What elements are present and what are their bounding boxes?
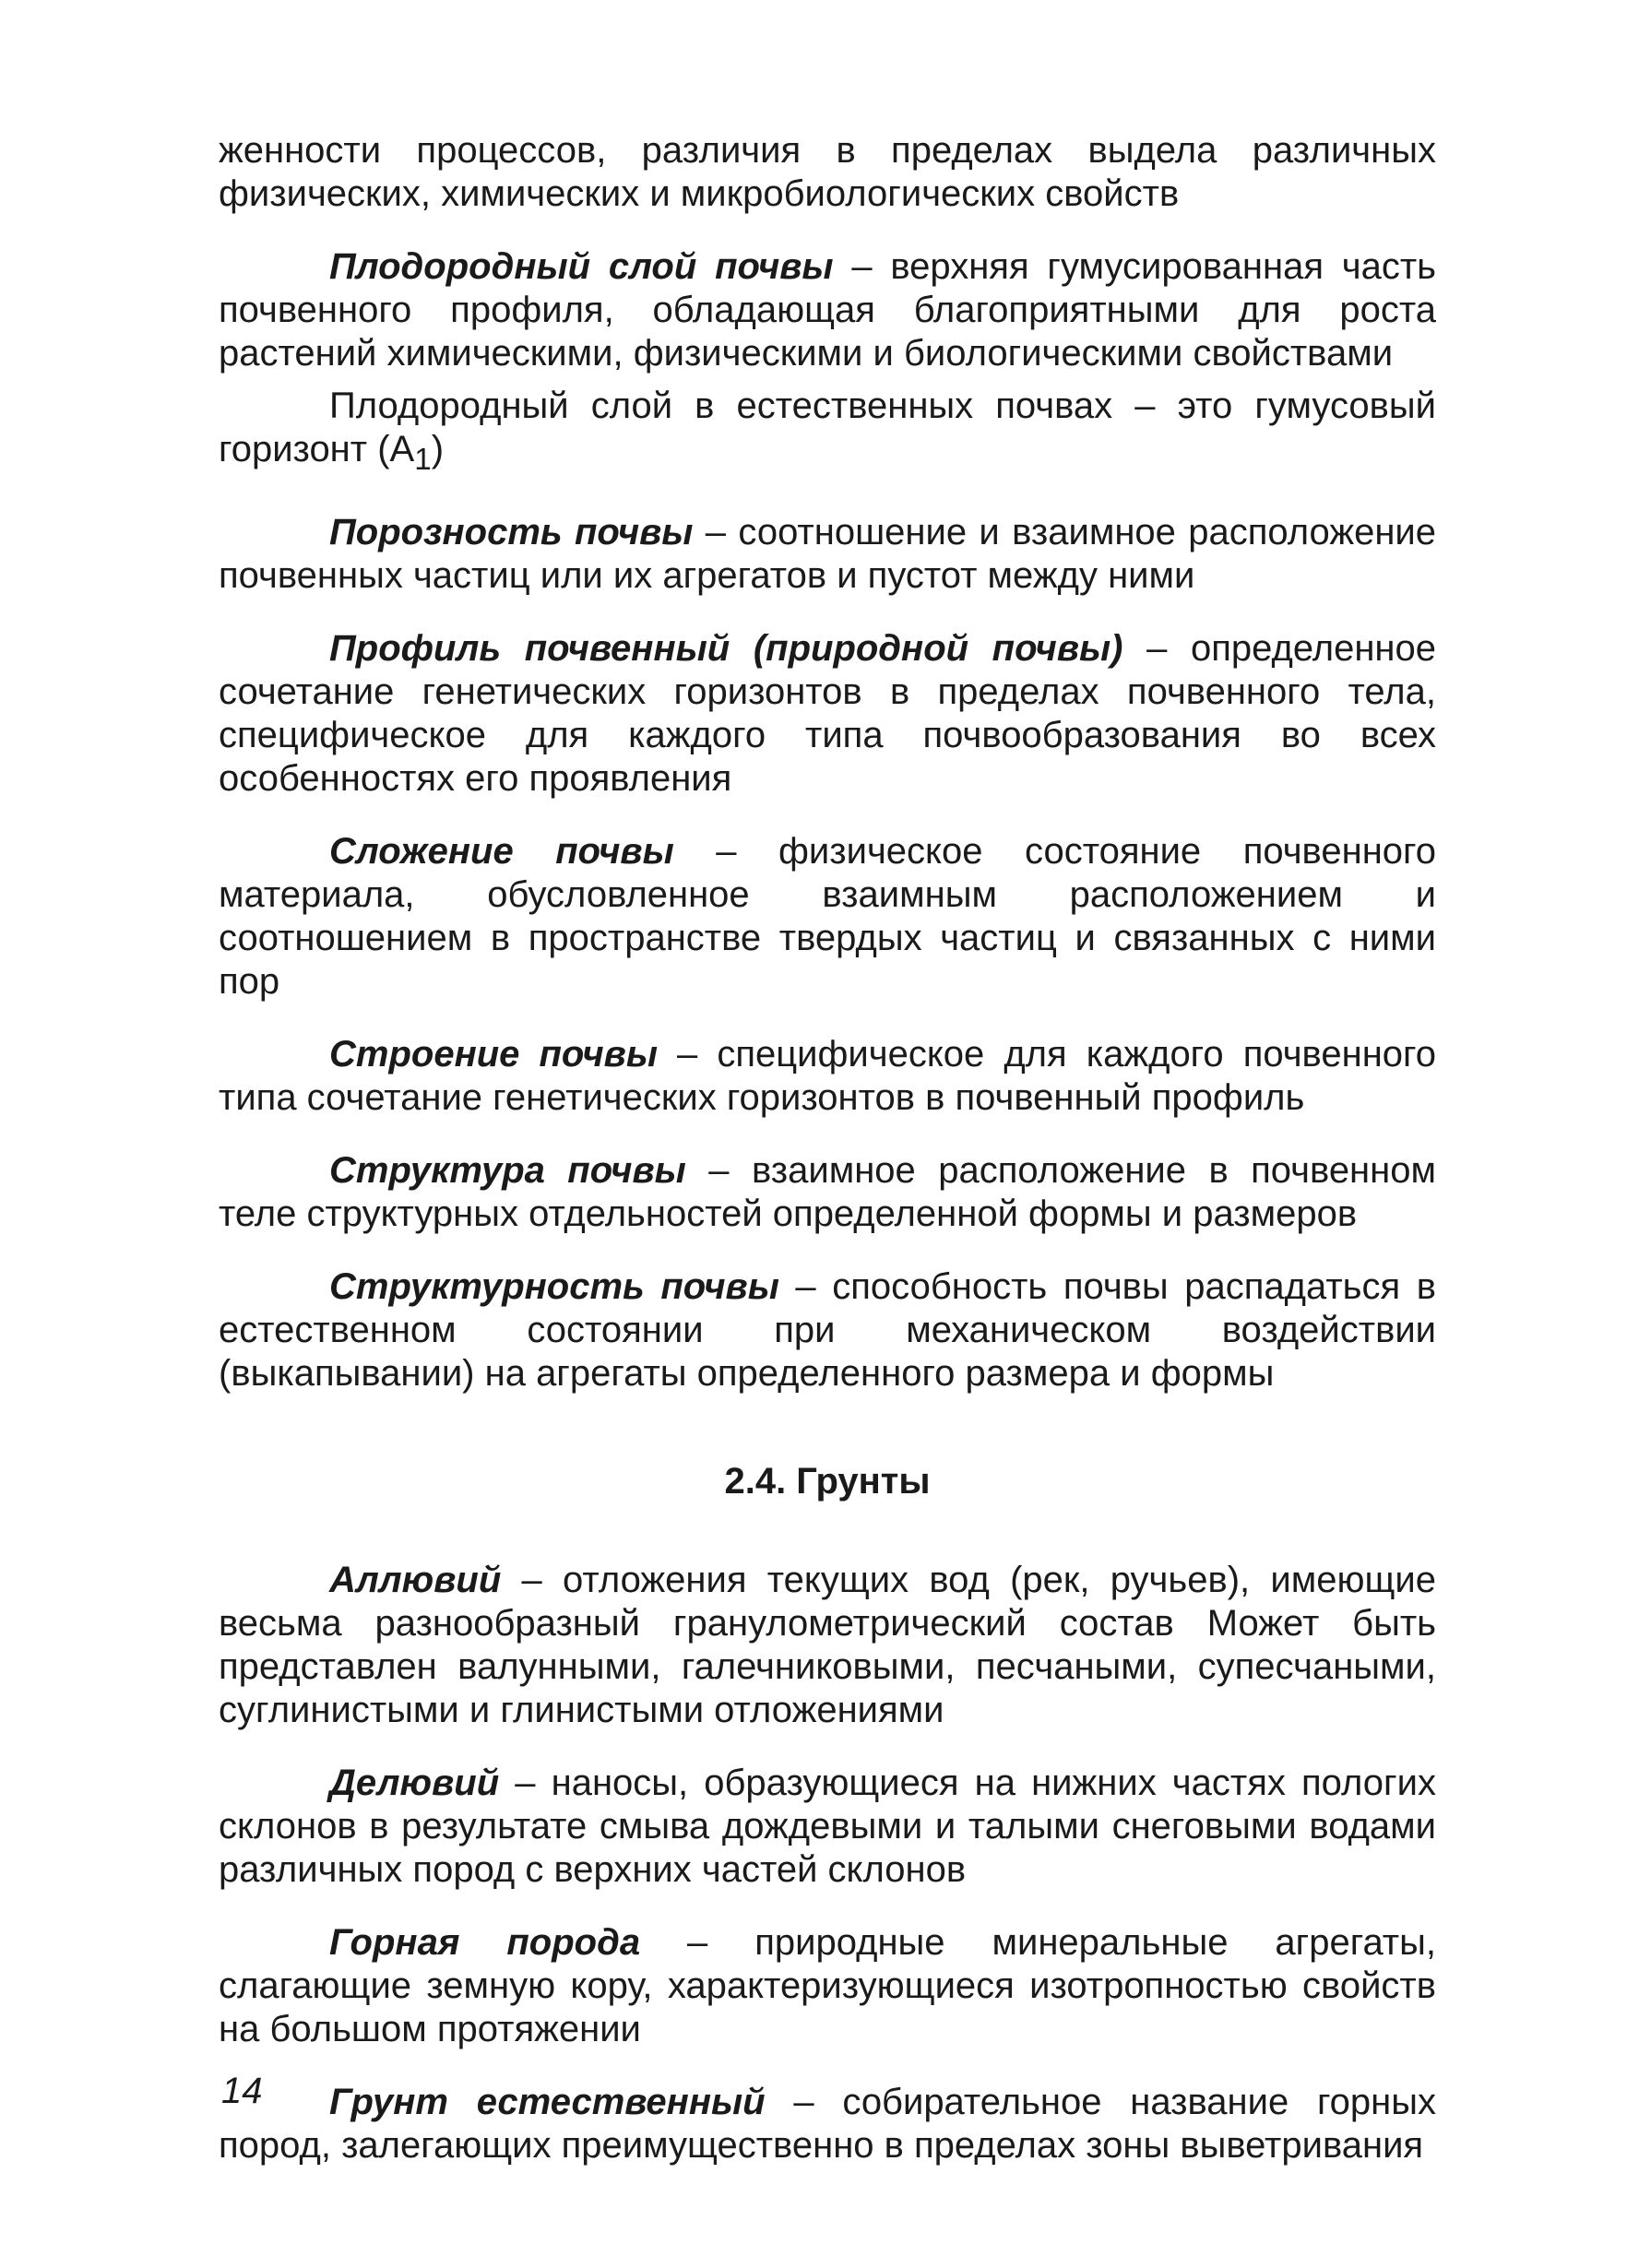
definition-alluvium [219, 1559, 1436, 1732]
term: Строение почвы [329, 1034, 658, 1075]
definition: – физическое состояние почвенного материала, обусловленное взаимным расположением и соотношением в пространстве твердых частиц и связанных с ними пор [219, 831, 1436, 1002]
term: Сложение почвы [329, 831, 674, 872]
section-heading: 2.4. Грунты [724, 1461, 931, 1502]
definition: – специфическое для каждого почвенного типа сочетание генетических горизонтов в почвенный профиль [219, 1034, 1436, 1118]
page-content [219, 129, 1436, 2167]
term: Аллювий [329, 1560, 502, 1600]
definition: – верхняя гумусированная часть почвенного профиля, обладающая благоприятными для роста растений химическими, физическими и биологическими свойствами [219, 246, 1437, 374]
term: Структура почвы [329, 1150, 686, 1191]
term: Структурность почвы [329, 1266, 779, 1307]
definition-soil-profile [219, 627, 1436, 801]
definition: – взаимное расположение в почвенном теле структурных отдельностей определенной формы и размеров [219, 1150, 1436, 1234]
definition-soil-composition [219, 830, 1436, 1003]
term: Делювий [329, 1763, 500, 1803]
term: Плодородный слой почвы [329, 246, 834, 287]
definition-soil-structure [219, 1149, 1436, 1236]
intro-paragraph: женности процессов, различия в пределах выдела различных физических, химических и микробиологических свойств [219, 130, 1436, 214]
definition-natural-ground [219, 2081, 1436, 2167]
definition: – соотношение и взаимное расположение почвенных частиц или их агрегатов и пустот между ними [219, 512, 1437, 596]
definition-soil-build [219, 1033, 1436, 1120]
definition: – способность почвы распадаться в естественном состоянии при механическом воздействии (выкапывании) на агрегаты определенного размера и формы [219, 1266, 1436, 1394]
definition-soil-structurality [219, 1265, 1436, 1395]
definition: – собирательное название горных пород, залегающих преимущественно в пределах зоны выветривания [219, 2082, 1437, 2166]
definition: – природные минеральные агрегаты, слагающие земную кору, характеризующиеся изотропностью свойств на большом протяжении [219, 1922, 1436, 2049]
fertile-layer-note: Плодородный слой в естественных почвах – это гумусовый горизонт $(A_1)$ [219, 386, 1436, 477]
term: Грунт естественный [329, 2082, 766, 2122]
term: Порозность почвы [329, 512, 694, 552]
definition-fertile-layer [219, 245, 1436, 375]
term: Горная порода [329, 1922, 641, 1963]
definition: – наносы, образующиеся на нижних частях пологих склонов в результате смыва дождевыми и талыми снеговыми водами различных пород с верхних частей склонов [219, 1763, 1436, 1890]
definition: – определенное сочетание генетических горизонтов в пределах почвенного тела, специфическое для каждого типа почвообразования во всех особенностях его проявления [219, 628, 1437, 799]
definition-rock [219, 1921, 1436, 2051]
definition-deluvium [219, 1762, 1436, 1892]
definition: – отложения текущих вод (рек, ручьев), имеющие весьма разнообразный гранулометрический состав Может быть представлен валунными, галечниковыми, песчаными, супесчаными, суглинистыми и глинистыми отложениями [219, 1560, 1436, 1730]
page-number: 14 [221, 2071, 263, 2111]
term: Профиль почвенный (природной почвы) [329, 628, 1123, 669]
definition-porosity [219, 511, 1436, 598]
